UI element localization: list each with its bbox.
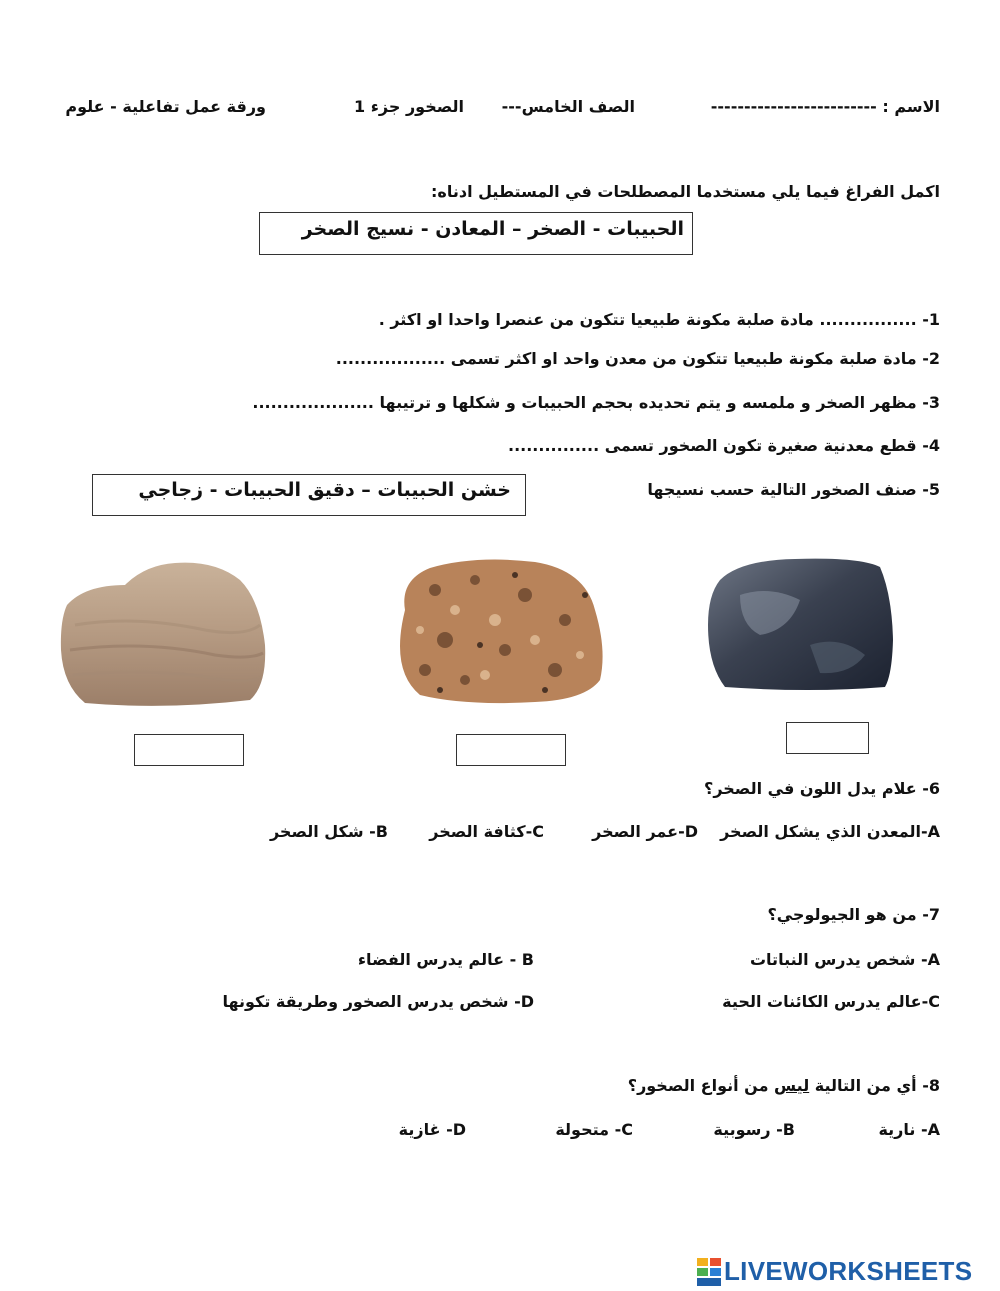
q8-option-b[interactable]: B- رسوبية [713, 1120, 795, 1139]
q7-option-b[interactable]: B - عالم يدرس الفضاء [357, 950, 534, 969]
glassy-rock-image [700, 555, 900, 695]
answer-box-rock-2[interactable] [456, 734, 566, 766]
q7-option-a[interactable]: A- شخص يدرس النباتات [749, 950, 940, 969]
question-8 [628, 1076, 940, 1096]
fine-grained-rock-image [55, 555, 275, 715]
q7-option-d[interactable]: D- شخص يدرس الصخور وطريقة تكونها [222, 992, 534, 1011]
texture-bank-box [92, 474, 526, 516]
question-3: 3- مظهر الصخر و ملمسه و يتم تحديده بحجم الحبيبات و شكلها و ترتيبها .................... [252, 393, 940, 412]
q8-text-underlined: ليس [774, 1076, 810, 1095]
q8-option-d[interactable]: D- غازية [398, 1120, 466, 1139]
unit-title: الصخور جزء 1 [354, 97, 464, 116]
question-6: 6- علام يدل اللون في الصخر؟ [704, 779, 940, 798]
q6-option-d[interactable]: D-عمر الصخر [592, 822, 698, 841]
q6-option-b[interactable]: B- شكل الصخر [269, 822, 388, 841]
word-bank-text: الحبيبات - الصخر – المعادن - نسيج الصخر [301, 218, 684, 240]
q6-option-c[interactable]: C-كثافة الصخر [429, 822, 544, 841]
answer-box-rock-3[interactable] [786, 722, 869, 754]
instruction-text: اكمل الفراغ فيما يلي مستخدما المصطلحات في المستطيل ادناه: [431, 182, 940, 201]
name-label: الاسم : ------------------------- [710, 97, 940, 116]
q8-text-start: 8- أي من التالية [809, 1076, 940, 1095]
q8-option-c[interactable]: C- متحولة [555, 1120, 633, 1139]
q6-option-a[interactable]: A-المعدن الذي يشكل الصخر [720, 822, 940, 841]
liveworksheets-logo: LIVEWORKSHEETS [724, 1256, 973, 1286]
question-5: 5- صنف الصخور التالية حسب نسيجها [647, 480, 940, 499]
q8-option-a[interactable]: A- نارية [878, 1120, 940, 1139]
grade-label: الصف الخامس--- [501, 97, 635, 116]
worksheet-title: ورقة عمل تفاعلية - علوم [65, 97, 266, 116]
texture-bank-text: خشن الحبيبات – دقيق الحبيبات - زجاجي [138, 479, 511, 501]
question-4: 4- قطع معدنية صغيرة تكون الصخور تسمى ............... [507, 436, 940, 455]
coarse-grained-rock-image [385, 550, 615, 710]
question-1: 1- ................ مادة صلبة مكونة طبيعيا تتكون من عنصرا واحدا او اكثر . [378, 310, 940, 329]
question-2: 2- مادة صلبة مكونة طبيعيا تتكون من معدن واحد او اكثر تسمى .................. [335, 349, 940, 368]
liveworksheets-logo-icon [697, 1258, 721, 1286]
word-bank-box [259, 212, 693, 255]
question-7: 7- من هو الجيولوجي؟ [767, 905, 940, 924]
q8-text-end: من أنواع الصخور؟ [627, 1076, 775, 1095]
q7-option-c[interactable]: C-عالم يدرس الكائنات الحية [722, 992, 940, 1011]
answer-box-rock-1[interactable] [134, 734, 244, 766]
